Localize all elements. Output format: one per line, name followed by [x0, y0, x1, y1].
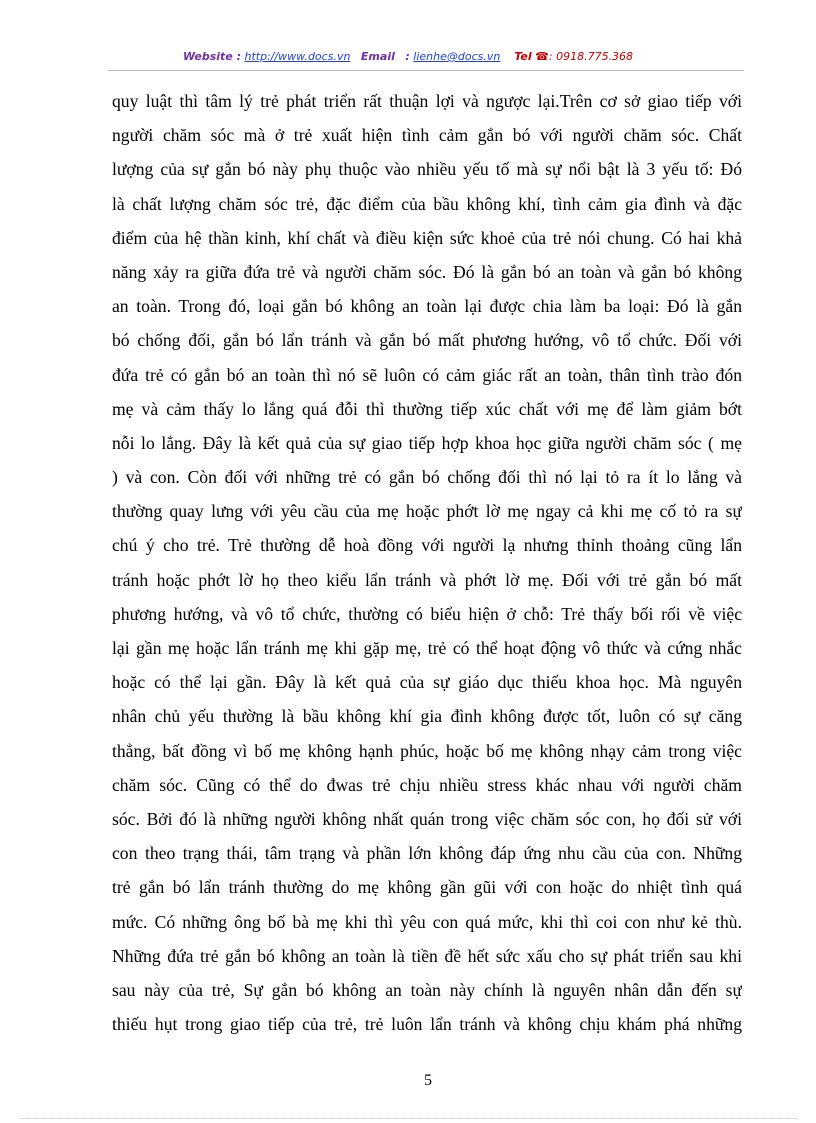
body-line: hoặc có thể lại gần. Đây là kết quả của sự giáo dục thiếu khoa học. Mà nguyên	[112, 672, 742, 693]
website-label: Website :	[182, 50, 241, 63]
email-link[interactable]: lienhe@docs.vn	[413, 50, 501, 63]
page-header	[0, 50, 816, 63]
tel-label: Tel	[514, 50, 532, 63]
email-label: Email	[360, 50, 395, 63]
body-line: điểm của hệ thần kinh, khí chất và điều kiện sức khoẻ của trẻ nói chung. Có hai khả	[112, 227, 742, 248]
body-line: thiếu hụt trong giao tiếp của trẻ, trẻ luôn lẩn tránh và không chịu khám phá những	[112, 1014, 742, 1035]
body-line: trẻ gắn bó lẩn tránh thường do mẹ không gần gũi với con hoặc do nhiệt tình quá	[112, 877, 742, 898]
body-line: thường quay lưng với yêu cầu của mẹ hoặc phớt lờ mẹ ngay cả khi mẹ cố tỏ ra sự	[112, 501, 742, 522]
body-line: lại gần mẹ hoặc lẩn tránh mẹ khi gặp mẹ, trẻ có thể hoạt động vô thức và cứng nhắc	[112, 638, 742, 658]
body-line: tránh hoặc phớt lờ họ theo kiểu lẩn tránh và phớt lờ mẹ. Đối với trẻ gắn bó mất	[112, 569, 742, 590]
phone-icon: ☎	[535, 50, 549, 63]
body-line: an toàn. Trong đó, loại gắn bó không an toàn lại được chia làm ba loại: Đó là gắn	[112, 296, 742, 317]
body-line: quy luật thì tâm lý trẻ phát triển rất thuận lợi và ngược lại.Trên cơ sở giao tiếp với	[112, 91, 742, 111]
header-divider	[108, 70, 744, 71]
body-line: nhân chủ yếu thường là bầu không khí gia đình không được tốt, luôn có sự căng	[112, 706, 742, 727]
body-line: con theo trạng thái, tâm trạng và phần lớn không đáp ứng nhu cầu của con. Những	[112, 843, 742, 864]
tel-number: : 0918.775.368	[548, 50, 634, 63]
website-link[interactable]: http://www.docs.vn	[244, 50, 351, 63]
body-line: năng xảy ra giữa đứa trẻ và người chăm sóc. Đó là gắn bó an toàn và gắn bó không	[112, 261, 742, 282]
document-body	[112, 84, 742, 1041]
body-line: chú ý cho trẻ. Trẻ thường dễ hoà đồng với người lạ nhưng thỉnh thoảng cũng lẩn	[112, 535, 742, 556]
body-line: chăm sóc. Cũng có thể do đwas trẻ chịu nhiều stress khác nhau với người chăm	[112, 774, 742, 795]
body-line: Những đứa trẻ gắn bó không an toàn là tiền đề hết sức xấu cho sự phát triển sau khi	[112, 945, 742, 966]
body-line: bó chống đối, gắn bó lẩn tránh và gắn bó mất phương hướng, vô tổ chức. Đối với	[112, 330, 742, 351]
body-line: sau này của trẻ, Sự gắn bó không an toàn này chính là nguyên nhân dẫn đến sự	[112, 979, 742, 1000]
body-line: nỗi lo lắng. Đây là kết quả của sự giao tiếp hợp khoa học giữa người chăm sóc ( mẹ	[112, 432, 742, 453]
body-line: thẳng, bất đồng vì bố mẹ không hạnh phúc, hoặc bố mẹ không nhạy cảm trong việc	[112, 740, 742, 761]
email-separator: :	[405, 50, 410, 63]
body-line: phương hướng, và vô tổ chức, thường có biểu hiện ở chỗ: Trẻ thấy bối rối về việc	[112, 603, 742, 624]
body-line: là chất lượng chăm sóc trẻ, đặc điểm của bầu không khí, tình cảm gia đình và đặc	[112, 193, 742, 214]
body-line: sóc. Bởi đó là những người không nhất quán trong việc chăm sóc con, họ đối sử với	[112, 808, 742, 829]
footer-divider	[20, 1118, 796, 1119]
body-line: đứa trẻ có gắn bó an toàn thì nó sẽ luôn có cảm giác rất an toàn, thân tình trào đón	[112, 364, 742, 385]
body-line: lượng của sự gắn bó này phụ thuộc vào nhiều yếu tố mà sự nổi bật là 3 yếu tố: Đó	[112, 159, 742, 180]
body-line: mẹ và cảm thấy lo lắng quá đỗi thì thường tiếp xúc chất với mẹ để làm giảm bớt	[112, 398, 742, 419]
body-line: ) và con. Còn đối với những trẻ có gắn bó chống đối thì nó lại tỏ ra ít lo lắng và	[112, 467, 742, 488]
body-line: người chăm sóc mà ở trẻ xuất hiện tình cảm gắn bó với người chăm sóc. Chất	[112, 125, 742, 146]
page-number: 5	[424, 1072, 432, 1089]
body-line: mức. Có những ông bố bà mẹ khi thì yêu con quá mức, khi thì coi con như kẻ thù.	[112, 911, 742, 932]
